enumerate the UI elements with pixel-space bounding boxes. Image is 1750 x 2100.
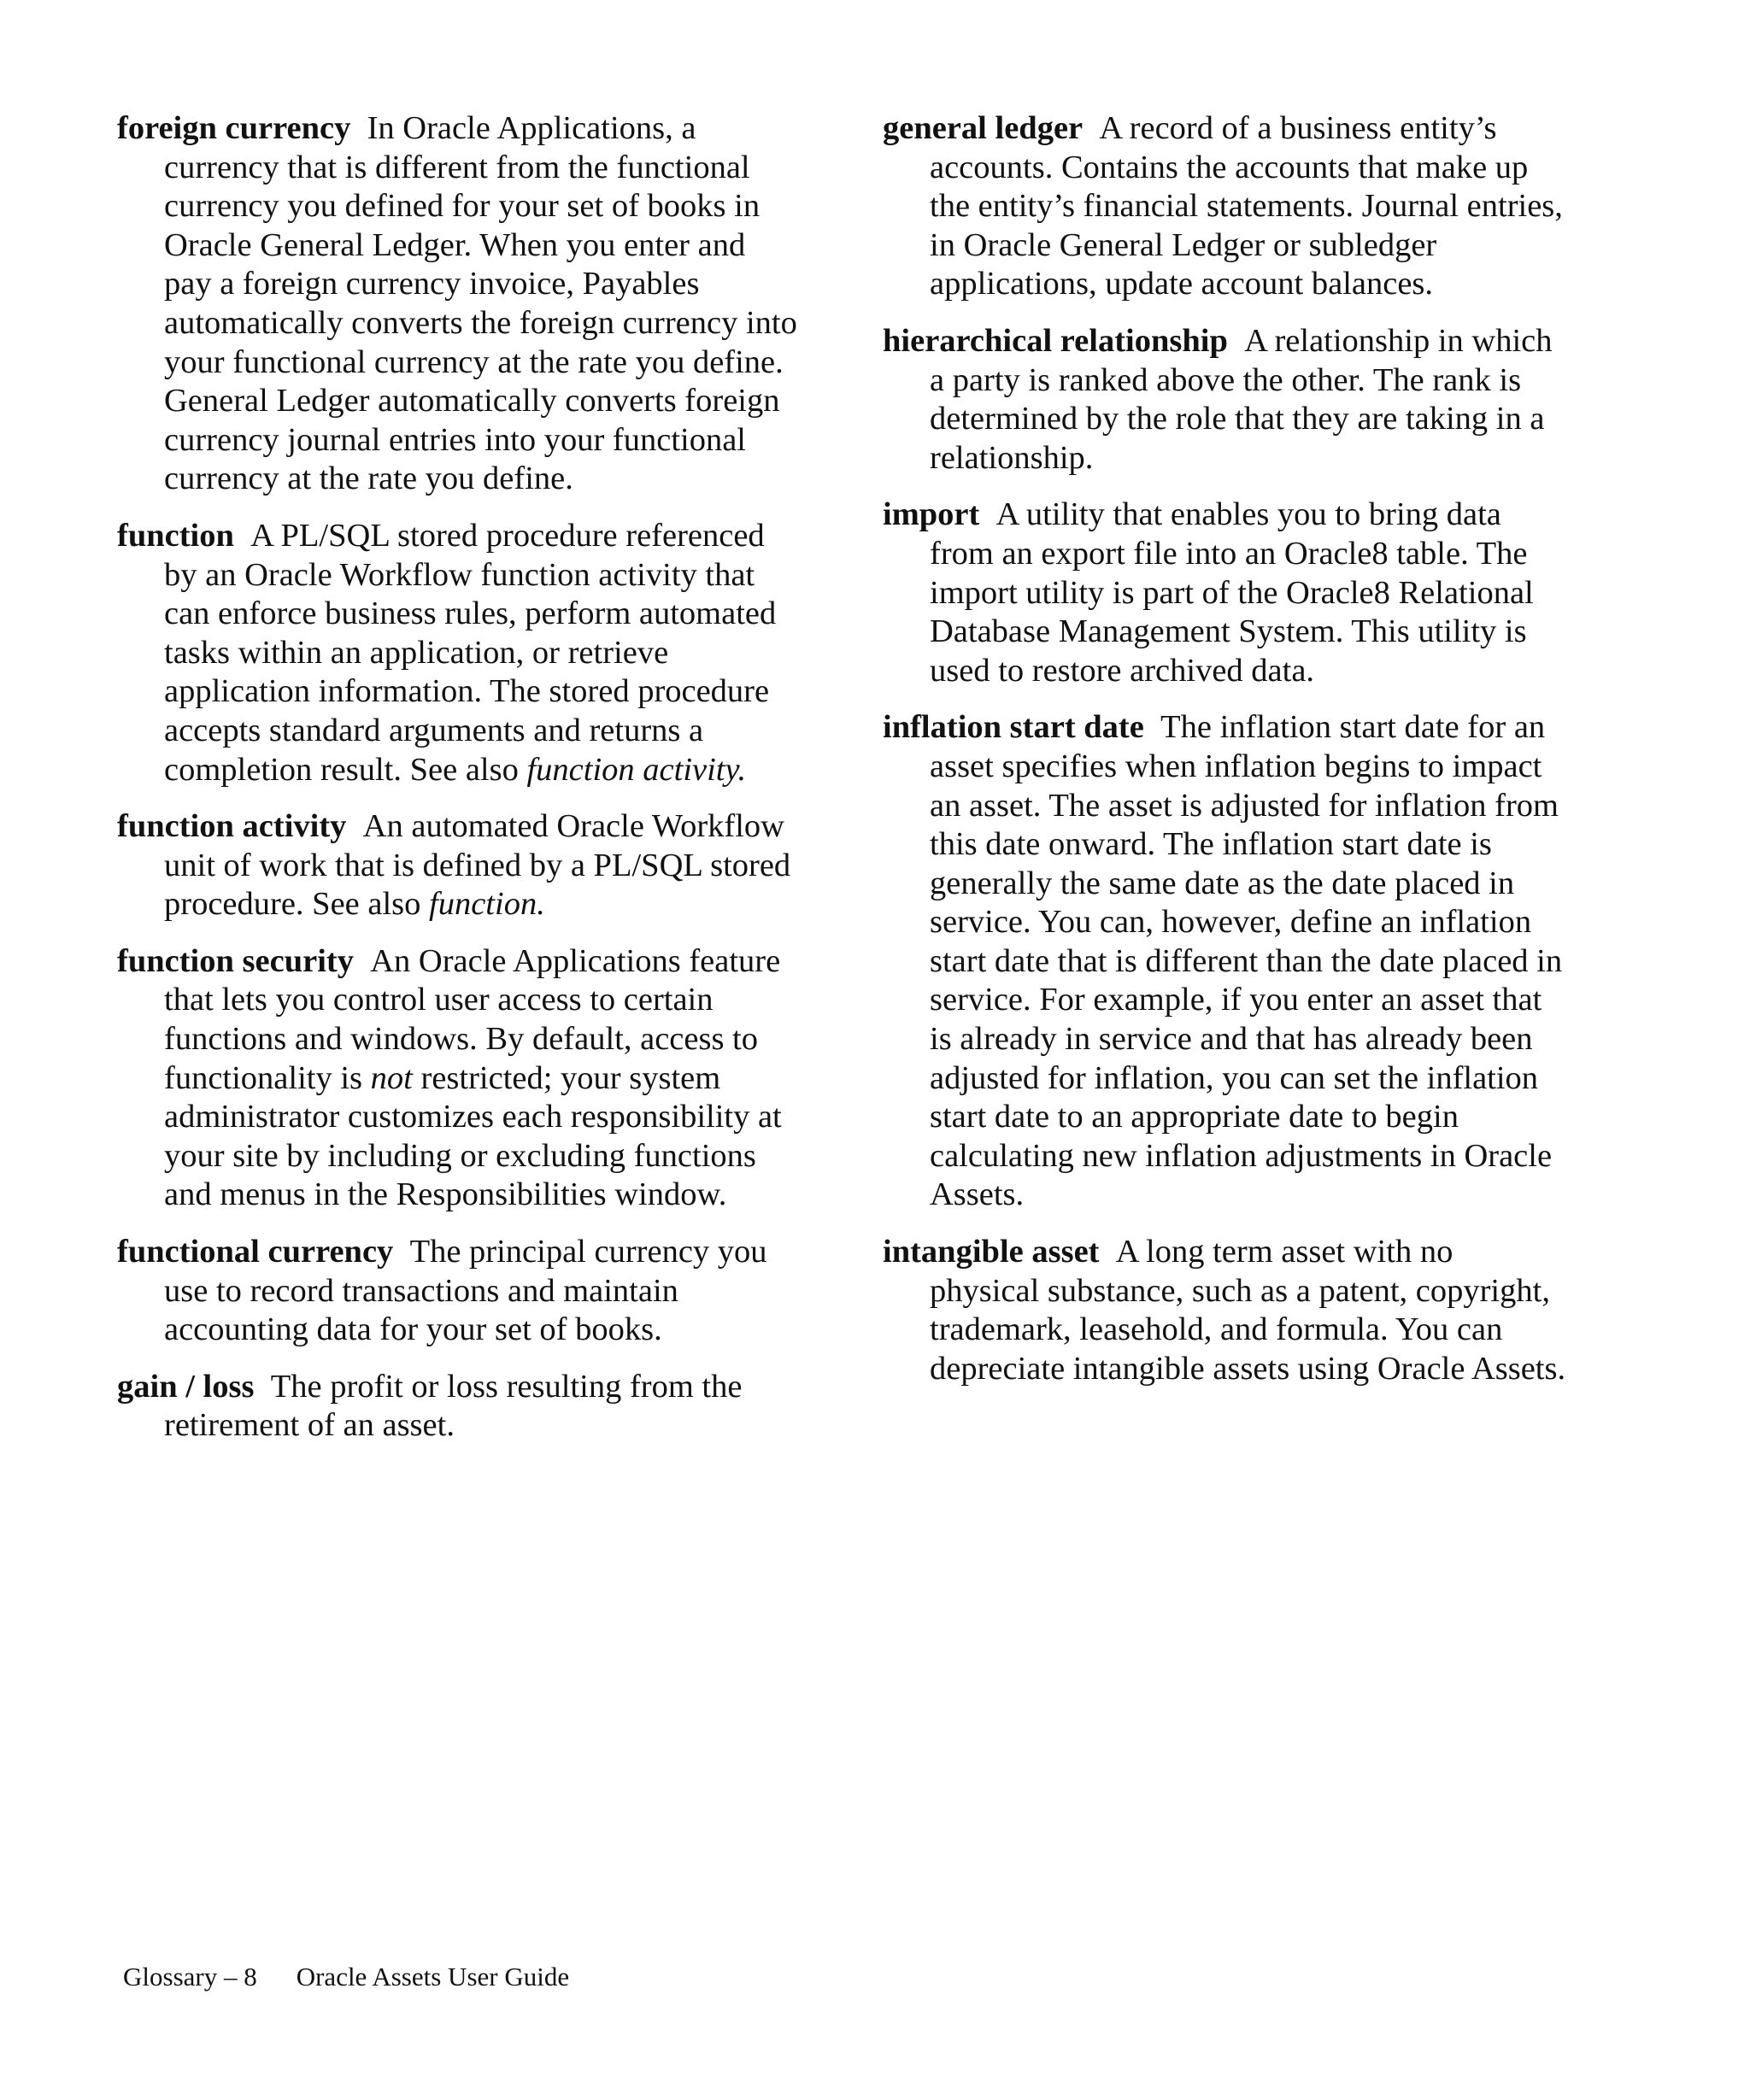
glossary-entry-inflation-start-date xyxy=(883,708,1566,1215)
glossary-definition: A long term asset with no physical substance, such as a patent, copyright, trademark, leasehold, and formula. You can depreciate intangible assets using Oracle Assets. xyxy=(930,1234,1566,1387)
glossary-entry-import xyxy=(883,496,1566,690)
glossary-left-column xyxy=(117,109,801,1464)
glossary-right-column xyxy=(883,109,1566,1406)
glossary-entry-hierarchical-relationship xyxy=(883,322,1566,478)
glossary-definition-part: An Oracle Applications feature that lets you control user access to certain functions and windows. By default, access to functionality is xyxy=(164,942,781,1096)
glossary-term: function activity xyxy=(117,808,347,845)
glossary-term: import xyxy=(883,496,980,533)
glossary-term: foreign currency xyxy=(117,110,351,146)
glossary-definition: The profit or loss resulting from the retirement of an asset. xyxy=(164,1368,743,1444)
glossary-definition: The inflation start date for an asset specifies when inflation begins to impact an asset. The asset is adjusted for inflation from this date onward. The inflation start date is generally the same date as the date placed in service. You can, however, define an inflation start date that is different than the date placed in service. For example, if you enter an asset that is already in service and that has already been adjusted for inflation, you can set the inflation start date to an appropriate date to begin calculating new inflation adjustments in Oracle Assets. xyxy=(930,709,1563,1213)
book-title: Oracle Assets User Guide xyxy=(296,1962,570,1991)
glossary-term: function security xyxy=(117,942,354,979)
glossary-term: functional currency xyxy=(117,1234,394,1270)
glossary-term: gain / loss xyxy=(117,1368,255,1405)
see-also-reference: function. xyxy=(429,886,545,923)
glossary-entry-foreign-currency xyxy=(117,109,801,499)
glossary-term: general ledger xyxy=(883,110,1083,146)
glossary-definition: An automated Oracle Workflow unit of work that is defined by a PL/SQL stored procedure. See also xyxy=(164,808,791,923)
page-number: Glossary – 8 xyxy=(123,1962,257,1991)
glossary-entry-function-security xyxy=(117,942,801,1215)
glossary-term: intangible asset xyxy=(883,1234,1100,1270)
glossary-definition: A utility that enables you to bring data from an export file into an Oracle8 table. The import utility is part of the Oracle8 Relational Database Management System. This utility is used to restore archived data. xyxy=(930,496,1534,689)
page-footer xyxy=(123,1962,569,1992)
glossary-entry-function-activity xyxy=(117,807,801,924)
glossary-entry-function xyxy=(117,517,801,789)
glossary-definition: A relationship in which a party is ranked above the other. The rank is determined by the role that they are taking in a relationship. xyxy=(930,322,1553,476)
glossary-entry-general-ledger xyxy=(883,109,1566,304)
glossary-term: inflation start date xyxy=(883,709,1144,746)
glossary-term: hierarchical relationship xyxy=(883,322,1228,359)
glossary-entry-functional-currency xyxy=(117,1233,801,1350)
glossary-term: function xyxy=(117,517,234,554)
glossary-definition: A record of a business entity’s accounts. Contains the accounts that make up the entity’s financial statements. Journal entries, in Oracle General Ledger or subledger applications, update account balances. xyxy=(930,110,1563,302)
glossary-definition: In Oracle Applications, a currency that is different from the functional currency you defined for your set of books in Oracle General Ledger. When you enter and pay a foreign currency invoice, Payables automatically converts the foreign currency into your functional currency at the rate you define. General Ledger automatically converts foreign currency journal entries into your functional currency at the rate you define. xyxy=(164,110,797,497)
glossary-definition: A PL/SQL stored procedure referenced by an Oracle Workflow function activity that can enforce business rules, perform automated tasks within an application, or retrieve application information. The stored procedure accepts standard arguments and returns a completion result. See also xyxy=(164,517,777,788)
see-also-reference: function activity. xyxy=(526,751,747,788)
emphasis-text: not xyxy=(370,1059,413,1096)
glossary-entry-gain-loss xyxy=(117,1368,801,1446)
glossary-definition-part: restricted; your system administrator customizes each responsibility at your site by including or excluding functions and menus in the Responsibilities window. xyxy=(164,1059,782,1213)
glossary-definition: The principal currency you use to record transactions and maintain accounting data for your set of books. xyxy=(164,1234,767,1348)
glossary-entry-intangible-asset xyxy=(883,1233,1566,1388)
